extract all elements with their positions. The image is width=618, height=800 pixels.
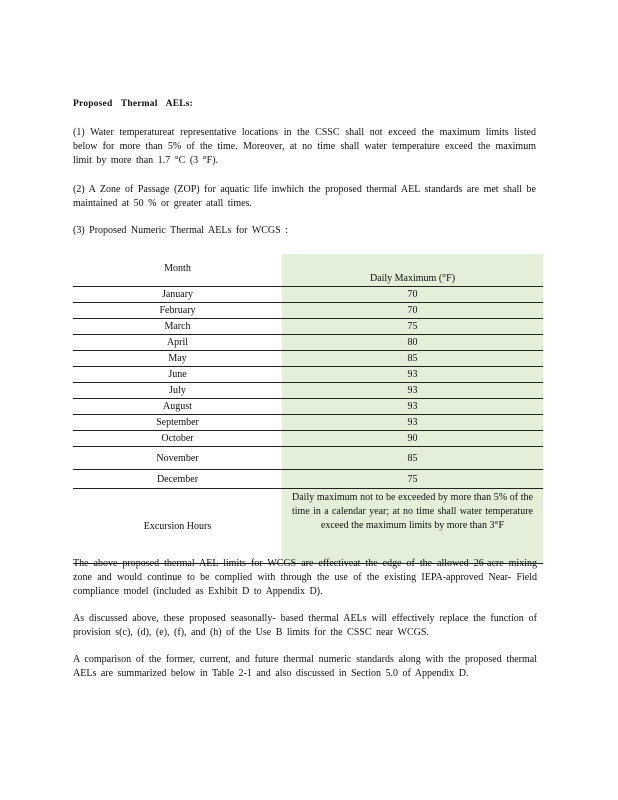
value-cell: 80	[282, 335, 543, 351]
month-cell: October	[73, 431, 282, 447]
table-row	[73, 351, 543, 367]
value-cell: 93	[282, 383, 543, 399]
table-row	[73, 431, 543, 447]
paragraph-mixing-zone: The above proposed thermal AEL limits for WCGS are effectiveat the edge of the allowed 26-acre mixing zone and would continue to be complied with through the use of the existing IEPA-approved Near- Field compliance model (included as Exhibit D to Appendix D).	[73, 558, 537, 597]
value-cell: 90	[282, 431, 543, 447]
header-month: Month	[164, 263, 191, 274]
paragraph-comparison: A comparison of the former, current, and future thermal numeric standards along with the proposed thermal AELs are summarized below in Table 2-1 and also discussed in Section 5.0 of Appendix D.	[73, 654, 537, 679]
table-row	[73, 367, 543, 383]
value-cell: 85	[282, 447, 543, 470]
value-cell: 93	[282, 415, 543, 431]
month-cell: May	[73, 351, 282, 367]
excursion-text: Daily maximum not to be exceeded by more than 5% of the time in a calendar year; at no time shall water temperature exceed the maximum limits by more than 3°F	[282, 489, 543, 564]
header-daily-maximum: Daily Maximum (°F)	[282, 254, 543, 287]
month-cell: April	[73, 335, 282, 351]
value-cell: 93	[282, 399, 543, 415]
paragraph-zone-of-passage: (2) A Zone of Passage (ZOP) for aquatic life inwhich the proposed thermal AEL standards are met shall be maintained at 50 % or greater atall times.	[73, 184, 536, 209]
table-row	[73, 415, 543, 431]
month-cell: July	[73, 383, 282, 399]
table-row	[73, 335, 543, 351]
table-header-row	[73, 254, 543, 287]
month-cell: December	[73, 470, 282, 489]
section-heading: Proposed Thermal AELs:	[73, 99, 194, 109]
month-cell: March	[73, 319, 282, 335]
value-cell: 75	[282, 319, 543, 335]
value-cell: 70	[282, 287, 543, 303]
table-row	[73, 319, 543, 335]
table-row	[73, 447, 543, 470]
month-cell: September	[73, 415, 282, 431]
value-cell: 85	[282, 351, 543, 367]
month-cell: November	[73, 447, 282, 470]
table-row	[73, 399, 543, 415]
table-row	[73, 383, 543, 399]
table-row	[73, 303, 543, 319]
paragraph-water-temperature: (1) Water temperatureat representative locations in the CSSC shall not exceed the maximum limits listed below for more than 5% of the time. Moreover, at no time shall water temperature exceed the maximum limit by more than 1.7 °C (3 °F).	[73, 127, 536, 166]
month-cell: August	[73, 399, 282, 415]
table-row	[73, 470, 543, 489]
excursion-label: Excursion Hours	[73, 489, 282, 564]
paragraph-numeric-aels: (3) Proposed Numeric Thermal AELs for WCGS :	[73, 225, 288, 236]
value-cell: 70	[282, 303, 543, 319]
month-cell: January	[73, 287, 282, 303]
month-cell: June	[73, 367, 282, 383]
value-cell: 75	[282, 470, 543, 489]
paragraph-seasonal-aels: As discussed above, these proposed seasonally- based thermal AELs will effectively replace the function of provision s(c), (d), (e), (f), and (h) of the Use B limits for the CSSC near WCGS.	[73, 613, 537, 638]
month-cell: February	[73, 303, 282, 319]
excursion-row	[73, 489, 543, 564]
table-row	[73, 287, 543, 303]
thermal-ael-table	[73, 254, 543, 564]
value-cell: 93	[282, 367, 543, 383]
